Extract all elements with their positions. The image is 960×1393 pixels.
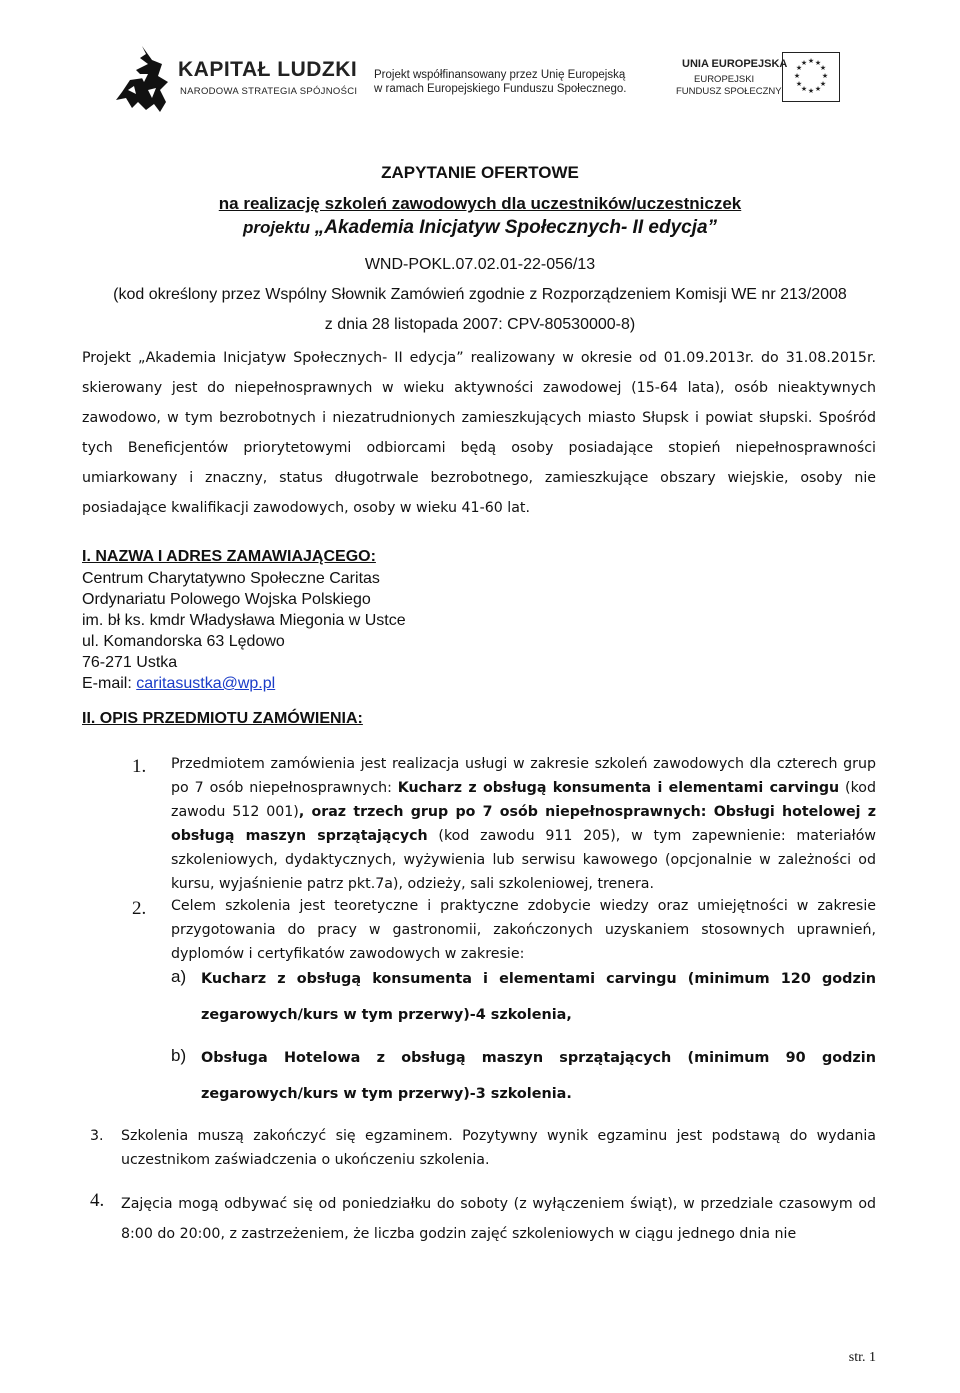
item-3-text: Szkolenia muszą zakończyć się egzaminem. Pozytywny wynik egzaminu jest podstawą do wydania uczestnikom zaświadczenia o ukończeniu szkolenia. (121, 1128, 876, 1168)
kapital-ludzki-emblem-icon (112, 44, 172, 120)
svg-text:★: ★ (793, 72, 801, 80)
eu-flag-icon (782, 52, 840, 102)
item-3-number: 3. (90, 1128, 104, 1144)
project-prefix: projektu (242, 218, 315, 237)
item-1-text-part-4: (kod zawodu 911 205), w tym zapewnienie: materiałów szkoleniowych, dydaktycznych, wyżywienia lub serwisu kawowego (opcjonalnie w zależności od kursu, wyjaśnienie patrz pkt.7a), odzieży, sali szkoleniowej, trenera. (171, 828, 876, 892)
svg-text:★: ★ (807, 57, 815, 65)
address-line-4: ul. Komandorska 63 Lędowo (82, 633, 285, 650)
svg-text:★: ★ (795, 80, 803, 88)
kapital-ludzki-logo (112, 44, 672, 120)
section-1-heading: I. NAZWA I ADRES ZAMAWIAJĄCEGO: (82, 548, 376, 565)
item-1-bold-hotel: : Obsługi hotelowej z obsługą maszyn sprzątających (171, 804, 876, 844)
reference-number: WND-POKL.07.02.01-22-056/13 (364, 256, 596, 273)
email-label: E-mail: (82, 675, 137, 692)
item-2-number: 2. (132, 898, 147, 919)
svg-text:★: ★ (814, 85, 822, 93)
project-name: „Akademia Inicjatyw Społecznych- II edycja” (314, 217, 718, 238)
sub-item-b-text: Obsługa Hotelowa z obsługą maszyn sprzątających (minimum 90 godzin zegarowych/kurs w tym przerwy)-3 szkolenia. (201, 1050, 876, 1102)
eu-logo (672, 52, 872, 108)
svg-text:★: ★ (819, 80, 827, 88)
eu-fund-line-1: EUROPEJSKI (694, 74, 755, 85)
item-1-text-part-1: Przedmiotem zamówienia jest realizacja usługi w zakresie szkoleń zawodowych dla czterech grup po 7 osób niepełnosprawnych: (171, 756, 876, 796)
kapital-ludzki-title: KAPITAŁ LUDZKI (178, 58, 358, 81)
eu-fund-line-2: FUNDUSZ SPOŁECZNY (676, 86, 782, 97)
sub-item-a-letter: a) (171, 967, 187, 986)
address-line-1: Centrum Charytatywno Społeczne Caritas (82, 570, 380, 587)
page-number: str. 1 (848, 1350, 876, 1365)
contracting-authority-address (82, 568, 406, 694)
address-line-2: Ordynariatu Polowego Wojska Polskiego (82, 591, 371, 608)
item-1-text (171, 752, 876, 896)
cpv-code-line-1: (kod określony przez Wspólny Słownik Zamówień zgodnie z Rozporządzeniem Komisji WE nr 213/2008 (113, 286, 847, 303)
svg-text:★: ★ (819, 64, 827, 72)
document-subtitle: na realizację szkoleń zawodowych dla uczestników/uczestniczek (218, 194, 742, 213)
cpv-code-line-2: z dnia 28 listopada 2007: CPV-80530000-8) (324, 316, 636, 333)
eu-name: UNIA EUROPEJSKA (682, 58, 788, 70)
address-line-5: 76-271 Ustka (82, 654, 178, 671)
svg-text:★: ★ (807, 87, 815, 95)
email-link[interactable]: caritasustka@wp.pl (136, 675, 276, 692)
sub-item-b-letter: b) (171, 1046, 187, 1065)
item-1-bold-cook: Kucharz z obsługą konsumenta i elementami carvingu (397, 780, 840, 796)
svg-text:★: ★ (800, 85, 808, 93)
cofinancing-line-2: w ramach Europejskiego Funduszu Społecznego. (374, 83, 627, 95)
project-name-line (0, 217, 960, 239)
item-1-text-part-2: (kod zawodu 512 001) (171, 780, 876, 820)
email-line (82, 673, 406, 694)
svg-text:★: ★ (821, 72, 829, 80)
item-4-number: 4. (90, 1190, 105, 1211)
cofinancing-note (374, 68, 627, 96)
item-2-text: Celem szkolenia jest teoretyczne i praktyczne zdobycie wiedzy oraz umiejętności w zakresie przygotowania do pracy w gastronomii, zakończonych uzyskaniem stosownych uprawnień, dyplomów i certyfikatów zawodowych w zakresie: (171, 898, 876, 962)
address-line-3: im. bł ks. kmdr Władysława Miegonia w Ustce (82, 612, 406, 629)
kapital-ludzki-subtitle: NARODOWA STRATEGIA SPÓJNOŚCI (180, 86, 358, 97)
svg-text:★: ★ (800, 59, 808, 67)
item-1-number: 1. (132, 756, 147, 777)
svg-text:★: ★ (814, 59, 822, 67)
svg-text:★: ★ (795, 64, 803, 72)
sub-item-a-text: Kucharz z obsługą konsumenta i elementami carvingu (minimum 120 godzin zegarowych/kurs w tym przerwy)-4 szkolenia, (201, 971, 876, 1023)
item-4-text: Zajęcia mogą odbywać się od poniedziałku do soboty (z wyłączeniem świąt), w przedziale czasowym od 8:00 do 20:00, z zastrzeżeniem, że liczba godzin zajęć szkoleniowych w ciągu jednego dnia nie (121, 1196, 876, 1242)
item-1-text-part-3: , oraz trzech grup po 7 osób niepełnosprawnych (298, 804, 701, 820)
document-title: ZAPYTANIE OFERTOWE (381, 163, 579, 182)
intro-paragraph: Projekt „Akademia Inicjatyw Społecznych- II edycja” realizowany w okresie od 01.09.2013r. do 31.08.2015r. skierowany jest do niepełnosprawnych w wieku aktywności zawodowej (15-64 lata), osób nieaktywnych zawodowo, w tym bezrobotnych i niezatrudnionych zamieszkujących miasto Słupsk i powiat słupski. Spośród tych Beneficjentów priorytetowymi odbiorcami będą osoby posiadające stopień niepełnosprawności umiarkowany i znaczny, status długotrwale bezrobotnego, zamieszkujące obszary wiejskie, osoby nie posiadające kwalifikacji zawodowych, osoby w wieku 41-60 lat. (82, 350, 876, 516)
cofinancing-line-1: Projekt współfinansowany przez Unię Europejską (374, 69, 626, 81)
section-2-heading: II. OPIS PRZEDMIOTU ZAMÓWIENIA: (82, 710, 363, 727)
